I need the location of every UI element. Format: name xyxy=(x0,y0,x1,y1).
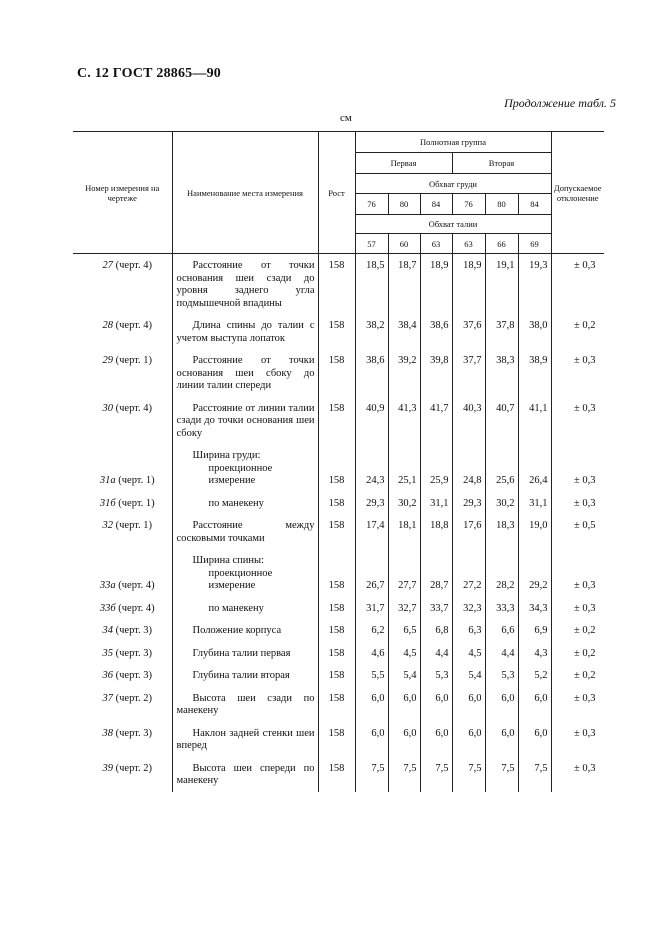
header-number: Номер измерения на чертеже xyxy=(73,132,172,254)
measurement-name-text: по манекену xyxy=(208,497,264,509)
measurement-name-heading: Ширина груди: xyxy=(192,450,261,461)
measurement-value: 41,3 xyxy=(388,397,420,445)
measurement-name-text: Длина спины до талии с учетом выступа лопаток xyxy=(176,320,315,344)
measurement-index: 39 xyxy=(102,762,113,774)
measurement-number xyxy=(73,314,172,349)
drawing-reference: (черт. 4) xyxy=(113,260,152,271)
measurement-index: 33а xyxy=(99,579,116,591)
table-row xyxy=(73,597,604,620)
measurement-value: 28,7 xyxy=(420,549,452,597)
measurement-index: 35 xyxy=(102,647,113,659)
measurement-value: 27,2 xyxy=(452,549,485,597)
rost-value: 158 xyxy=(318,514,355,549)
rost-value: 158 xyxy=(318,642,355,665)
waist-value: 63 xyxy=(452,234,485,254)
rost-value: 158 xyxy=(318,549,355,597)
header-waist: Обхват талии xyxy=(355,215,551,234)
measurement-value: 41,7 xyxy=(420,397,452,445)
measurement-value: 25,6 xyxy=(485,444,518,492)
tolerance-value: ± 0,2 xyxy=(551,619,604,642)
measurement-value: 38,4 xyxy=(388,314,420,349)
drawing-reference: (черт. 3) xyxy=(113,670,152,681)
table-row xyxy=(73,687,604,722)
measurement-value: 19,3 xyxy=(518,254,551,315)
measurement-name-text: Наклон задней стенки шеи вперед xyxy=(176,727,315,751)
measurement-value: 37,6 xyxy=(452,314,485,349)
tolerance-value: ± 0,3 xyxy=(551,687,604,722)
measurement-name-text: Глубина талии вторая xyxy=(192,670,290,681)
unit-label: см xyxy=(340,112,352,124)
table-body xyxy=(73,254,604,792)
measurement-value: 6,9 xyxy=(518,619,551,642)
rost-value: 158 xyxy=(318,722,355,757)
measurement-value: 7,5 xyxy=(452,757,485,792)
drawing-reference: (черт. 3) xyxy=(113,625,152,636)
measurement-value: 6,0 xyxy=(420,722,452,757)
chest-value: 76 xyxy=(355,194,388,215)
measurement-value: 6,0 xyxy=(388,687,420,722)
measurement-value: 6,0 xyxy=(452,687,485,722)
measurement-index: 31а xyxy=(99,474,116,486)
rost-value: 158 xyxy=(318,757,355,792)
measurement-value: 31,1 xyxy=(420,492,452,515)
rost-value: 158 xyxy=(318,254,355,315)
measurement-number xyxy=(73,514,172,549)
header-tolerance: Допускаемое отклонение xyxy=(551,132,604,254)
table-row xyxy=(73,757,604,792)
measurement-name xyxy=(172,254,318,315)
measurement-value: 38,3 xyxy=(485,349,518,397)
measurement-index: 29 xyxy=(102,355,113,366)
measurement-name xyxy=(172,514,318,549)
chest-value: 80 xyxy=(485,194,518,215)
chest-value: 76 xyxy=(452,194,485,215)
rost-value: 158 xyxy=(318,314,355,349)
measurement-value: 39,8 xyxy=(420,349,452,397)
measurement-index: 27 xyxy=(102,260,113,271)
measurement-value: 18,3 xyxy=(485,514,518,549)
drawing-reference: (черт. 4) xyxy=(113,402,152,414)
table-row xyxy=(73,397,604,445)
measurement-name-text: Глубина талии первая xyxy=(192,647,291,659)
drawing-reference: (черт. 2) xyxy=(113,692,152,704)
measurement-name-text: Положение корпуса xyxy=(192,625,282,636)
measurement-value: 6,0 xyxy=(485,722,518,757)
chest-value: 80 xyxy=(388,194,420,215)
drawing-reference: (черт. 1) xyxy=(113,520,152,531)
table-row xyxy=(73,619,604,642)
measurement-value: 6,6 xyxy=(485,619,518,642)
drawing-reference: (черт. 3) xyxy=(113,727,152,739)
measurement-value: 19,1 xyxy=(485,254,518,315)
rost-value: 158 xyxy=(318,349,355,397)
measurement-value: 7,5 xyxy=(388,757,420,792)
measurement-value: 33,7 xyxy=(420,597,452,620)
measurement-name-text: Расстояние между сосковыми точками xyxy=(176,520,315,544)
measurement-number xyxy=(73,722,172,757)
table-row xyxy=(73,314,604,349)
measurement-name-text: Высота шеи сзади по манекену xyxy=(176,692,315,716)
measurement-value: 38,6 xyxy=(420,314,452,349)
measurement-name xyxy=(172,444,318,492)
measurement-value: 5,3 xyxy=(485,664,518,687)
tolerance-value: ± 0,3 xyxy=(551,549,604,597)
measurement-value: 18,9 xyxy=(452,254,485,315)
measurement-value: 33,3 xyxy=(485,597,518,620)
measurement-value: 38,0 xyxy=(518,314,551,349)
rost-value: 158 xyxy=(318,444,355,492)
measurement-value: 6,0 xyxy=(420,687,452,722)
header-group-first: Первая xyxy=(355,153,452,174)
measurement-name xyxy=(172,492,318,515)
measurement-value: 40,9 xyxy=(355,397,388,445)
table-row xyxy=(73,492,604,515)
measurement-value: 4,6 xyxy=(355,642,388,665)
measurement-value: 4,4 xyxy=(485,642,518,665)
tolerance-value: ± 0,3 xyxy=(551,444,604,492)
drawing-reference: (черт. 1) xyxy=(115,474,155,486)
header-group-second: Вторая xyxy=(452,153,551,174)
measurement-value: 26,4 xyxy=(518,444,551,492)
measurement-number xyxy=(73,254,172,315)
measurement-value: 24,3 xyxy=(355,444,388,492)
chest-value: 84 xyxy=(518,194,551,215)
measurement-value: 41,1 xyxy=(518,397,551,445)
measurement-value: 7,5 xyxy=(518,757,551,792)
waist-value: 69 xyxy=(518,234,551,254)
measurement-value: 7,5 xyxy=(420,757,452,792)
tolerance-value: ± 0,3 xyxy=(551,397,604,445)
measurement-value: 6,8 xyxy=(420,619,452,642)
measurements-table xyxy=(73,131,604,792)
table-row xyxy=(73,722,604,757)
measurement-value: 5,5 xyxy=(355,664,388,687)
measurement-number xyxy=(73,687,172,722)
measurement-name xyxy=(172,619,318,642)
drawing-reference: (черт. 4) xyxy=(115,602,155,614)
measurement-value: 6,0 xyxy=(388,722,420,757)
measurement-value: 40,3 xyxy=(452,397,485,445)
measurement-name xyxy=(172,722,318,757)
measurement-value: 37,8 xyxy=(485,314,518,349)
measurement-value: 4,5 xyxy=(452,642,485,665)
measurement-number xyxy=(73,492,172,515)
measurement-value: 6,5 xyxy=(388,619,420,642)
measurement-value: 7,5 xyxy=(485,757,518,792)
chest-value: 84 xyxy=(420,194,452,215)
measurement-name-heading: Ширина спины: xyxy=(192,555,264,566)
measurement-value: 30,2 xyxy=(485,492,518,515)
header-rost: Рост xyxy=(318,132,355,254)
measurement-name-text: Расстояние от линии талии сзади до точки основания шеи сбоку xyxy=(176,402,315,439)
tolerance-value: ± 0,3 xyxy=(551,597,604,620)
measurement-number xyxy=(73,349,172,397)
tolerance-value: ± 0,3 xyxy=(551,349,604,397)
measurement-name-text: проекционное измерение xyxy=(208,462,273,486)
measurement-value: 6,0 xyxy=(518,722,551,757)
rost-value: 158 xyxy=(318,664,355,687)
waist-value: 66 xyxy=(485,234,518,254)
measurement-value: 30,2 xyxy=(388,492,420,515)
measurement-value: 25,9 xyxy=(420,444,452,492)
waist-value: 60 xyxy=(388,234,420,254)
measurement-value: 32,7 xyxy=(388,597,420,620)
tolerance-value: ± 0,2 xyxy=(551,642,604,665)
drawing-reference: (черт. 1) xyxy=(115,497,155,509)
measurement-value: 18,8 xyxy=(420,514,452,549)
measurement-number xyxy=(73,642,172,665)
measurement-value: 5,3 xyxy=(420,664,452,687)
header-full-group: Полнотная группа xyxy=(355,132,551,153)
measurement-name xyxy=(172,397,318,445)
table-row xyxy=(73,664,604,687)
rost-value: 158 xyxy=(318,687,355,722)
rost-value: 158 xyxy=(318,597,355,620)
measurement-value: 39,2 xyxy=(388,349,420,397)
measurement-value: 24,8 xyxy=(452,444,485,492)
measurement-index: 34 xyxy=(102,625,113,636)
measurement-name xyxy=(172,314,318,349)
measurement-name-text: Высота шеи спереди по манекену xyxy=(176,762,315,786)
measurement-value: 18,5 xyxy=(355,254,388,315)
measurement-value: 40,7 xyxy=(485,397,518,445)
measurement-value: 5,2 xyxy=(518,664,551,687)
measurement-value: 6,0 xyxy=(355,722,388,757)
measurement-value: 18,1 xyxy=(388,514,420,549)
measurement-number xyxy=(73,597,172,620)
measurement-name xyxy=(172,687,318,722)
measurement-name xyxy=(172,549,318,597)
drawing-reference: (черт. 3) xyxy=(113,647,152,659)
measurement-index: 37 xyxy=(102,692,113,704)
measurement-value: 6,2 xyxy=(355,619,388,642)
measurement-index: 28 xyxy=(102,320,113,331)
tolerance-value: ± 0,5 xyxy=(551,514,604,549)
rost-value: 158 xyxy=(318,397,355,445)
measurement-value: 32,3 xyxy=(452,597,485,620)
table-row xyxy=(73,444,604,492)
measurement-index: 36 xyxy=(102,670,113,681)
measurement-value: 31,1 xyxy=(518,492,551,515)
measurement-number xyxy=(73,757,172,792)
measurement-value: 5,4 xyxy=(388,664,420,687)
measurement-value: 18,9 xyxy=(420,254,452,315)
measurement-name-text: Расстояние от точки основания шеи сбоку до линии талии спереди xyxy=(176,355,315,391)
tolerance-value: ± 0,3 xyxy=(551,722,604,757)
measurement-name-text: Расстояние от точки основания шеи сзади до уровня заднего угла подмышечной впадины xyxy=(176,260,315,309)
measurement-value: 7,5 xyxy=(355,757,388,792)
measurement-value: 27,7 xyxy=(388,549,420,597)
table-header xyxy=(73,132,604,254)
table-row xyxy=(73,254,604,315)
measurement-name xyxy=(172,664,318,687)
measurement-name xyxy=(172,757,318,792)
table-row xyxy=(73,549,604,597)
measurement-value: 25,1 xyxy=(388,444,420,492)
table-row xyxy=(73,349,604,397)
measurement-number xyxy=(73,664,172,687)
header-chest: Обхват груди xyxy=(355,174,551,194)
measurement-value: 29,3 xyxy=(452,492,485,515)
measurement-name xyxy=(172,349,318,397)
header-name: Наименование места измерения xyxy=(172,132,318,254)
measurement-value: 5,4 xyxy=(452,664,485,687)
drawing-reference: (черт. 2) xyxy=(113,762,152,774)
measurement-value: 4,3 xyxy=(518,642,551,665)
measurement-number xyxy=(73,549,172,597)
measurement-number xyxy=(73,397,172,445)
measurement-value: 6,0 xyxy=(355,687,388,722)
measurement-value: 38,6 xyxy=(355,349,388,397)
measurement-index: 32 xyxy=(102,520,113,531)
table-row xyxy=(73,514,604,549)
measurement-index: 38 xyxy=(102,727,113,739)
measurement-value: 17,6 xyxy=(452,514,485,549)
rost-value: 158 xyxy=(318,492,355,515)
rost-value: 158 xyxy=(318,619,355,642)
measurement-value: 4,5 xyxy=(388,642,420,665)
measurement-value: 26,7 xyxy=(355,549,388,597)
measurement-value: 17,4 xyxy=(355,514,388,549)
measurement-index: 31б xyxy=(99,497,116,509)
waist-value: 63 xyxy=(420,234,452,254)
tolerance-value: ± 0,3 xyxy=(551,254,604,315)
table-row xyxy=(73,642,604,665)
tolerance-value: ± 0,3 xyxy=(551,492,604,515)
measurement-value: 18,7 xyxy=(388,254,420,315)
tolerance-value: ± 0,3 xyxy=(551,757,604,792)
measurement-value: 29,2 xyxy=(518,549,551,597)
measurement-value: 19,0 xyxy=(518,514,551,549)
measurement-value: 6,3 xyxy=(452,619,485,642)
measurement-value: 4,4 xyxy=(420,642,452,665)
measurement-name-text: проекционное измерение xyxy=(208,567,273,591)
measurement-value: 6,0 xyxy=(452,722,485,757)
page-header: С. 12 ГОСТ 28865—90 xyxy=(77,66,221,81)
measurement-name xyxy=(172,597,318,620)
measurement-number xyxy=(73,619,172,642)
measurement-name xyxy=(172,642,318,665)
measurement-value: 37,7 xyxy=(452,349,485,397)
measurement-value: 6,0 xyxy=(485,687,518,722)
tolerance-value: ± 0,2 xyxy=(551,314,604,349)
table-continuation-label: Продолжение табл. 5 xyxy=(504,96,616,110)
measurement-value: 6,0 xyxy=(518,687,551,722)
measurement-value: 28,2 xyxy=(485,549,518,597)
drawing-reference: (черт. 1) xyxy=(113,355,152,366)
measurement-value: 34,3 xyxy=(518,597,551,620)
measurement-number xyxy=(73,444,172,492)
measurement-value: 38,9 xyxy=(518,349,551,397)
measurement-value: 38,2 xyxy=(355,314,388,349)
tolerance-value: ± 0,2 xyxy=(551,664,604,687)
waist-value: 57 xyxy=(355,234,388,254)
measurement-value: 31,7 xyxy=(355,597,388,620)
measurement-value: 29,3 xyxy=(355,492,388,515)
measurement-index: 33б xyxy=(99,602,116,614)
measurement-name-text: по манекену xyxy=(208,602,264,614)
drawing-reference: (черт. 4) xyxy=(115,579,155,591)
measurement-index: 30 xyxy=(102,402,113,414)
drawing-reference: (черт. 4) xyxy=(113,320,152,331)
